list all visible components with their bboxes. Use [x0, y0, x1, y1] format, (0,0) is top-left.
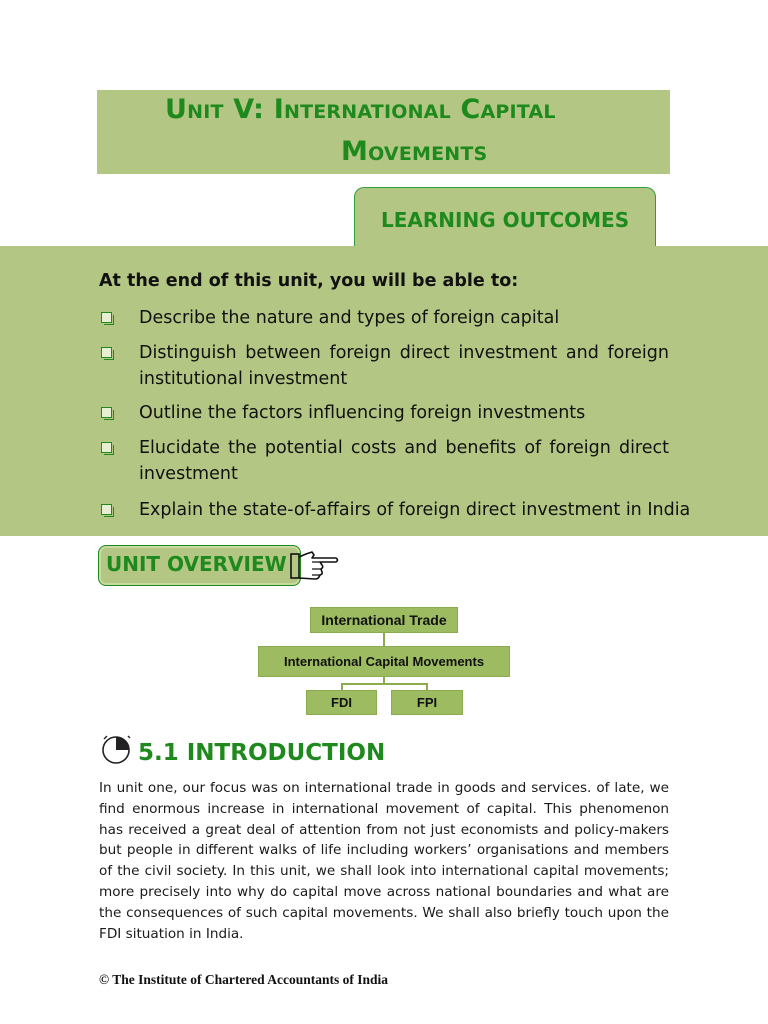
outcome-item: Describe the nature and types of foreign capital: [139, 308, 560, 328]
checkbox-bullet-icon: [101, 312, 112, 323]
introduction-paragraph: In unit one, our focus was on international trade in goods and services. of late, we find enormous increase in international movement of capital. This phenomenon has received a great deal of attention from not just economists and policy-makers but people in different walks of life including workers’ organisations and members of the civil society. In this unit, we shall look into international capital movements; more precisely into why do capital move across national boundaries and what are the consequences of such capital movements. We shall also briefly touch upon the FDI situation in India.: [99, 780, 669, 942]
diagram-connector: [341, 683, 343, 690]
checkbox-bullet-icon: [101, 504, 112, 515]
checkbox-bullet-icon: [101, 442, 112, 453]
diagram-node-fpi: FPI: [391, 690, 463, 715]
checkbox-bullet-icon: [101, 347, 112, 358]
section-heading: 5.1 INTRODUCTION: [138, 740, 386, 766]
outcome-item: Distinguish between foreign direct investment and foreign institutional investment: [139, 343, 669, 389]
learning-outcomes-intro: At the end of this unit, you will be able to:: [99, 271, 519, 291]
diagram-node-capital-movements: International Capital Movements: [258, 646, 510, 677]
diagram-connector: [426, 683, 428, 690]
unit-title-line-1: Unit V: International Capital: [165, 94, 556, 125]
diagram-node-international-trade: International Trade: [310, 607, 458, 633]
diagram-connector: [383, 633, 385, 646]
learning-outcomes-heading: LEARNING OUTCOMES: [381, 208, 630, 232]
diagram-node-fdi: FDI: [306, 690, 377, 715]
outcome-item: Elucidate the potential costs and benefits of foreign direct investment: [139, 438, 669, 484]
outcome-item: Outline the factors influencing foreign investments: [139, 403, 586, 423]
outcome-item: Explain the state-of-affairs of foreign direct investment in India: [139, 500, 691, 520]
page-footer: © The Institute of Chartered Accountants of India: [99, 972, 388, 987]
unit-overview-label: UNIT OVERVIEW: [106, 552, 287, 576]
checkbox-bullet-icon: [101, 407, 112, 418]
diagram-connector: [341, 683, 427, 685]
unit-title-line-2: Movements: [341, 136, 488, 167]
clock-icon: [101, 733, 133, 765]
pointing-hand-icon: [290, 549, 340, 583]
